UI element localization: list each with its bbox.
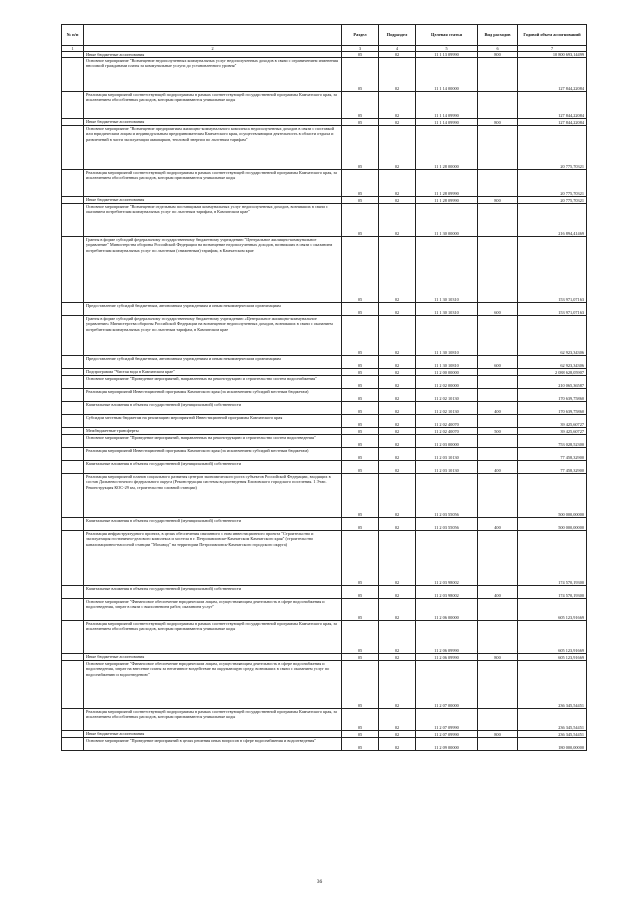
row-section: 05 <box>342 402 379 415</box>
row-subsection: 02 <box>379 58 416 92</box>
row-target-code: 11 1 30 00000 <box>416 204 478 237</box>
row-number <box>62 237 84 303</box>
row-subsection: 02 <box>379 92 416 119</box>
row-section: 05 <box>342 356 379 369</box>
table-row <box>62 376 587 389</box>
row-amount: 753 028,52300 <box>518 435 587 448</box>
row-name: Иные бюджетные ассигнования <box>84 119 342 126</box>
row-exp-type <box>478 415 518 428</box>
row-name: Иные бюджетные ассигнования <box>84 731 342 738</box>
table-row <box>62 119 587 126</box>
row-number <box>62 448 84 461</box>
row-name: Основное мероприятие "Возмещение предприятиям жилищно-коммунального комплекса недополученных доходов в связи с поставкой или юридическим лицам и индивидуальным предпринимателям Камчатского края, осуществляющим деятельность в области отдыха и развлечений в части эксплуатации аквапарков, тепловой энергии по льготным тарифам" <box>84 126 342 170</box>
row-name: Основное мероприятие "Финансовое обеспечение юридическим лицам, осуществляющим деятельность в сфере водоснабжения и водоотведения, затрат в связи с выполнением работ, оказанием услуг" <box>84 599 342 621</box>
row-subsection: 02 <box>379 369 416 376</box>
row-section: 05 <box>342 531 379 586</box>
row-exp-type <box>478 435 518 448</box>
table-row <box>62 731 587 738</box>
row-name: Межбюджетные трансферты <box>84 428 342 435</box>
row-subsection: 02 <box>379 197 416 204</box>
row-name: Основное мероприятие "Проведение мероприятий в целях решения иных вопросов в сфере водоснабжения и водоотведения" <box>84 738 342 751</box>
row-name: Основное мероприятие "Проведение мероприятий, направленных на реконструкцию и строительство систем водоотведения" <box>84 435 342 448</box>
row-exp-type <box>478 126 518 170</box>
table-row <box>62 448 587 461</box>
row-section: 05 <box>342 52 379 58</box>
row-section: 05 <box>342 709 379 731</box>
table-row <box>62 654 587 661</box>
table-row <box>62 303 587 316</box>
row-number <box>62 621 84 654</box>
row-section: 05 <box>342 518 379 531</box>
row-subsection: 02 <box>379 415 416 428</box>
table-row <box>62 474 587 518</box>
row-number <box>62 369 84 376</box>
row-number <box>62 461 84 474</box>
table-row <box>62 92 587 119</box>
row-amount: 62 923,34306 <box>518 356 587 369</box>
table-row <box>62 738 587 751</box>
header-amount: Годовой объем ассигнований <box>518 25 587 46</box>
row-amount: 20 775,70321 <box>518 126 587 170</box>
table-row <box>62 369 587 376</box>
row-target-code: 11 2 09 00000 <box>416 738 478 751</box>
row-subsection: 02 <box>379 316 416 356</box>
row-subsection: 02 <box>379 461 416 474</box>
row-target-code: 11 1 30 10310 <box>416 303 478 316</box>
row-section: 05 <box>342 586 379 599</box>
row-number <box>62 415 84 428</box>
header-target: Целевая статья <box>416 25 478 46</box>
row-amount: 210 065,36587 <box>518 376 587 389</box>
row-section: 05 <box>342 621 379 654</box>
row-amount: 20 775,70321 <box>518 170 587 197</box>
row-name: Реализация мероприятий соответствующей подпрограммы в рамках соответствующей государственной программы Камчатского края, за исключением обособленных расходов, которым присваиваются уникальные коды <box>84 170 342 197</box>
row-subsection: 02 <box>379 586 416 599</box>
row-name: Предоставление субсидий бюджетным, автономным учреждениям и иным некоммерческим организациям <box>84 356 342 369</box>
row-section: 05 <box>342 448 379 461</box>
row-number <box>62 92 84 119</box>
row-section: 05 <box>342 58 379 92</box>
row-section: 05 <box>342 661 379 709</box>
row-section: 05 <box>342 376 379 389</box>
page-number: 36 <box>316 879 323 885</box>
row-amount: 10 800 693,14499 <box>518 52 587 58</box>
row-subsection: 02 <box>379 376 416 389</box>
header-subsection: Подраздел <box>379 25 416 46</box>
row-section: 05 <box>342 303 379 316</box>
row-amount: 127 844,22084 <box>518 119 587 126</box>
row-number <box>62 170 84 197</box>
row-number <box>62 654 84 661</box>
column-number: 3 <box>342 46 379 52</box>
row-amount: 127 844,22084 <box>518 92 587 119</box>
row-target-code: 11 2 02 10130 <box>416 402 478 415</box>
row-amount: 500 000,00000 <box>518 518 587 531</box>
row-name: Капитальные вложения в объекты государственной (муниципальной) собственности <box>84 402 342 415</box>
row-subsection: 02 <box>379 448 416 461</box>
row-amount: 39 425,60727 <box>518 415 587 428</box>
row-subsection: 02 <box>379 204 416 237</box>
row-number <box>62 197 84 204</box>
row-target-code: 11 1 13 09990 <box>416 52 478 58</box>
column-number: 2 <box>84 46 342 52</box>
table-row <box>62 435 587 448</box>
row-number <box>62 428 84 435</box>
row-amount: 153 971,07163 <box>518 237 587 303</box>
row-subsection: 02 <box>379 170 416 197</box>
table-row <box>62 316 587 356</box>
table-row <box>62 356 587 369</box>
table-row <box>62 58 587 92</box>
row-subsection: 02 <box>379 654 416 661</box>
row-subsection: 02 <box>379 731 416 738</box>
budget-table <box>61 24 587 751</box>
row-exp-type: 800 <box>478 119 518 126</box>
row-target-code: 11 2 02 40070 <box>416 428 478 435</box>
row-subsection: 02 <box>379 428 416 435</box>
row-target-code: 11 2 03 00000 <box>416 435 478 448</box>
row-amount: 20 775,70321 <box>518 197 587 204</box>
header-row <box>62 25 587 46</box>
row-subsection: 02 <box>379 237 416 303</box>
row-amount: 2 088 628,05907 <box>518 369 587 376</box>
row-amount: 236 345,54451 <box>518 709 587 731</box>
row-number <box>62 738 84 751</box>
row-target-code: 11 2 03 10130 <box>416 461 478 474</box>
row-number <box>62 402 84 415</box>
table-row <box>62 461 587 474</box>
row-section: 05 <box>342 654 379 661</box>
row-section: 05 <box>342 731 379 738</box>
row-amount: 62 923,34306 <box>518 316 587 356</box>
row-name: Реализация мероприятий Инвестиционной программы Камчатского края (за исключением субсидий местным бюджетам) <box>84 448 342 461</box>
row-number <box>62 661 84 709</box>
row-exp-type <box>478 92 518 119</box>
row-section: 05 <box>342 435 379 448</box>
row-section: 05 <box>342 316 379 356</box>
row-target-code: 11 2 07 00000 <box>416 661 478 709</box>
row-section: 05 <box>342 415 379 428</box>
row-name: Основное мероприятие "Возмещение недополученных коммунальных услуг недополученных доходов в связи с ограничением изменения вносимой гражданами платы за коммунальные услуги до установленного уровня" <box>84 58 342 92</box>
table-row <box>62 170 587 197</box>
table-row <box>62 621 587 654</box>
column-number: 6 <box>478 46 518 52</box>
row-amount: 236 345,54451 <box>518 731 587 738</box>
table-row <box>62 599 587 621</box>
row-target-code: 11 2 07 09990 <box>416 731 478 738</box>
table-row <box>62 586 587 599</box>
row-section: 05 <box>342 237 379 303</box>
row-amount: 77 458,32900 <box>518 448 587 461</box>
table-row <box>62 389 587 402</box>
row-subsection: 02 <box>379 389 416 402</box>
row-section: 05 <box>342 738 379 751</box>
row-amount: 77 458,32900 <box>518 461 587 474</box>
row-name: Субсидии местным бюджетам на реализацию мероприятий Инвестиционной программы Камчатского края <box>84 415 342 428</box>
row-exp-type <box>478 369 518 376</box>
table-row <box>62 204 587 237</box>
row-exp-type <box>478 474 518 518</box>
row-name: Реализация мероприятий соответствующей подпрограммы в рамках соответствующей государственной программы Камчатского края, за исключением обособленных расходов, которым присваиваются уникальные коды <box>84 621 342 654</box>
row-section: 05 <box>342 428 379 435</box>
row-name: Капитальные вложения в объекты государственной (муниципальной) собственности <box>84 461 342 474</box>
row-exp-type: 400 <box>478 518 518 531</box>
row-target-code: 11 2 03 98002 <box>416 531 478 586</box>
row-subsection: 02 <box>379 435 416 448</box>
row-name: Реализация мероприятий соответствующей подпрограммы в рамках соответствующей государственной программы Камчатского края, за исключением обособленных расходов, которым присваиваются уникальные коды <box>84 709 342 731</box>
row-exp-type <box>478 170 518 197</box>
table-row <box>62 518 587 531</box>
row-section: 05 <box>342 204 379 237</box>
row-name: Гранты в форме субсидий федеральному государственному бюджетному учреждению "Центральное жилищно-коммунальное управление" Министерства обороны Российской Федерации на возмещение недополученных доходов, возникших в связи с оказанием потребителям коммунальных услуг по льготным (сниженным) тарифам, в Камчатском крае <box>84 237 342 303</box>
row-target-code: 11 1 30 10810 <box>416 316 478 356</box>
row-target-code: 11 1 14 00000 <box>416 58 478 92</box>
row-name: Основное мероприятие "Возмещение отдельным поставщикам коммунальных услуг недополученных доходов, возникших в связи с оказанием потребителям коммунальных услуг по льготным тарифам, в Камчатском крае" <box>84 204 342 237</box>
table-row <box>62 428 587 435</box>
row-number <box>62 389 84 402</box>
row-number <box>62 518 84 531</box>
row-subsection: 02 <box>379 119 416 126</box>
row-target-code: 11 2 02 00000 <box>416 376 478 389</box>
row-number <box>62 586 84 599</box>
table-row <box>62 709 587 731</box>
row-exp-type <box>478 738 518 751</box>
row-name: Иные бюджетные ассигнования <box>84 52 342 58</box>
header-exp-type: Вид расходов <box>478 25 518 46</box>
row-target-code: 11 2 03 55056 <box>416 518 478 531</box>
row-number <box>62 435 84 448</box>
row-exp-type: 400 <box>478 402 518 415</box>
row-exp-type <box>478 389 518 402</box>
row-number <box>62 58 84 92</box>
row-target-code: 11 1 28 09990 <box>416 197 478 204</box>
row-section: 05 <box>342 92 379 119</box>
row-amount: 500 000,00000 <box>518 474 587 518</box>
row-name: Реализация мероприятий соответствующей подпрограммы в рамках соответствующей государственной программы Камчатского края, за исключением обособленных расходов, которым присваиваются уникальные коды <box>84 92 342 119</box>
row-section: 05 <box>342 474 379 518</box>
row-exp-type: 600 <box>478 303 518 316</box>
table-row <box>62 661 587 709</box>
table-row <box>62 531 587 586</box>
row-subsection: 02 <box>379 599 416 621</box>
row-amount: 153 971,07163 <box>518 303 587 316</box>
row-number <box>62 356 84 369</box>
row-subsection: 02 <box>379 474 416 518</box>
row-amount: 170 639,75860 <box>518 389 587 402</box>
row-amount: 216 894,41469 <box>518 204 587 237</box>
row-exp-type <box>478 599 518 621</box>
row-number <box>62 303 84 316</box>
row-target-code: 11 2 03 55056 <box>416 474 478 518</box>
row-target-code: 11 2 03 10130 <box>416 448 478 461</box>
table-body <box>62 52 587 751</box>
header-name <box>84 25 342 46</box>
row-exp-type <box>478 531 518 586</box>
row-name: Предоставление субсидий бюджетным, автономным учреждениям и иным некоммерческим организациям <box>84 303 342 316</box>
row-exp-type <box>478 621 518 654</box>
row-section: 05 <box>342 197 379 204</box>
row-amount: 180 000,00000 <box>518 738 587 751</box>
row-exp-type: 600 <box>478 356 518 369</box>
row-subsection: 02 <box>379 402 416 415</box>
row-target-code: 11 2 03 98002 <box>416 586 478 599</box>
row-exp-type: 800 <box>478 654 518 661</box>
row-target-code: 11 1 28 09990 <box>416 170 478 197</box>
header-num: № п/п <box>62 25 84 46</box>
row-section: 05 <box>342 170 379 197</box>
row-name: Иные бюджетные ассигнования <box>84 197 342 204</box>
row-target-code: 11 1 30 10310 <box>416 237 478 303</box>
row-exp-type: 500 <box>478 428 518 435</box>
row-exp-type <box>478 58 518 92</box>
row-section: 05 <box>342 599 379 621</box>
row-exp-type <box>478 661 518 709</box>
row-number <box>62 126 84 170</box>
row-section: 05 <box>342 126 379 170</box>
row-target-code: 11 1 30 10810 <box>416 356 478 369</box>
row-subsection: 02 <box>379 356 416 369</box>
row-number <box>62 204 84 237</box>
row-target-code: 11 2 06 09990 <box>416 654 478 661</box>
row-subsection: 02 <box>379 709 416 731</box>
row-number <box>62 531 84 586</box>
column-number: 5 <box>416 46 478 52</box>
row-name: Капитальные вложения в объекты государственной (муниципальной) собственности <box>84 586 342 599</box>
row-number <box>62 709 84 731</box>
column-number: 4 <box>379 46 416 52</box>
row-section: 05 <box>342 119 379 126</box>
column-number: 1 <box>62 46 84 52</box>
row-target-code: 11 2 00 00000 <box>416 369 478 376</box>
header-section: Раздел <box>342 25 379 46</box>
row-number <box>62 376 84 389</box>
row-amount: 605 123,91669 <box>518 599 587 621</box>
table-row <box>62 415 587 428</box>
column-number: 7 <box>518 46 587 52</box>
row-section: 05 <box>342 461 379 474</box>
row-target-code: 11 2 02 40070 <box>416 415 478 428</box>
row-exp-type: 400 <box>478 461 518 474</box>
row-name: Реализация мероприятий Инвестиционной программы Камчатского края (за исключением субсидий местным бюджетам) <box>84 389 342 402</box>
row-name: Основное мероприятие "Финансовое обеспечение юридическим лицам, осуществляющим деятельность в сфере водоснабжения и водоотведения, затрат на внесение платы за негативное воздействие на окружающую среду, возникших в связи с оказанием услуг по водоснабжению и водоотведению" <box>84 661 342 709</box>
row-name: Капитальные вложения в объекты государственной (муниципальной) собственности <box>84 518 342 531</box>
table-row <box>62 402 587 415</box>
row-subsection: 02 <box>379 738 416 751</box>
row-amount: 127 844,22084 <box>518 58 587 92</box>
row-number <box>62 316 84 356</box>
row-section: 05 <box>342 369 379 376</box>
row-subsection: 02 <box>379 621 416 654</box>
row-exp-type: 400 <box>478 586 518 599</box>
row-target-code: 11 2 07 09990 <box>416 709 478 731</box>
row-subsection: 02 <box>379 661 416 709</box>
row-subsection: 02 <box>379 126 416 170</box>
row-amount: 39 425,60727 <box>518 428 587 435</box>
row-section: 05 <box>342 389 379 402</box>
row-exp-type: 800 <box>478 52 518 58</box>
row-exp-type <box>478 448 518 461</box>
row-number <box>62 474 84 518</box>
row-target-code: 11 2 06 09990 <box>416 621 478 654</box>
row-subsection: 02 <box>379 531 416 586</box>
row-exp-type <box>478 316 518 356</box>
row-name: Реализация инфраструктурного проекта, в целях обеспечения связанного с ним инвестиционного проекта "Строительство и эксплуатация гостинично-делового комплекса и хостела в г. Петропавловске-Камчатском Камчатского края" (строительство канализационно-насосной станции "Мохавод" на территории Петропавловск-Камчатского городского округа) <box>84 531 342 586</box>
row-target-code: 11 1 14 09990 <box>416 119 478 126</box>
row-amount: 605 123,91669 <box>518 654 587 661</box>
row-target-code: 11 2 06 00000 <box>416 599 478 621</box>
row-name: Основное мероприятие "Проведение мероприятий, направленных на реконструкцию и строительство систем водоснабжения" <box>84 376 342 389</box>
row-exp-type <box>478 237 518 303</box>
row-amount: 605 123,91669 <box>518 621 587 654</box>
table-row <box>62 197 587 204</box>
row-name: Подпрограмма "Чистая вода в Камчатском крае" <box>84 369 342 376</box>
row-target-code: 11 2 02 10130 <box>416 389 478 402</box>
row-number <box>62 599 84 621</box>
row-exp-type <box>478 204 518 237</box>
row-exp-type: 800 <box>478 197 518 204</box>
row-subsection: 02 <box>379 518 416 531</box>
row-amount: 174 570,19300 <box>518 586 587 599</box>
row-number <box>62 119 84 126</box>
table-row <box>62 126 587 170</box>
row-name: Гранты в форме субсидий федеральному государственному бюджетному учреждению «Центральное жилищно-коммунальное управление» Министерства обороны Российской Федерации на возмещение недополученных доходов, возникших в связи с оказанием потребителям коммунальных услуг по льготным тарифам, в Камчатском крае <box>84 316 342 356</box>
row-amount: 236 345,54451 <box>518 661 587 709</box>
row-amount: 174 570,19300 <box>518 531 587 586</box>
row-subsection: 02 <box>379 52 416 58</box>
row-target-code: 11 1 28 00000 <box>416 126 478 170</box>
row-exp-type <box>478 709 518 731</box>
row-number <box>62 731 84 738</box>
row-name: Реализация мероприятий планов социального развития центров экономического роста субъектов Российской Федерации, входящих в состав Дальневосточного федерального округа (Реконструкция системы водоотведения Елизовского городского поселения. 1 Этап. Реконструкция КОС-29 км, строительство сливной станции) <box>84 474 342 518</box>
row-name: Иные бюджетные ассигнования <box>84 654 342 661</box>
row-target-code: 11 1 14 09990 <box>416 92 478 119</box>
row-exp-type: 800 <box>478 731 518 738</box>
table-row <box>62 237 587 303</box>
row-subsection: 02 <box>379 303 416 316</box>
row-amount: 170 639,75860 <box>518 402 587 415</box>
row-exp-type <box>478 376 518 389</box>
